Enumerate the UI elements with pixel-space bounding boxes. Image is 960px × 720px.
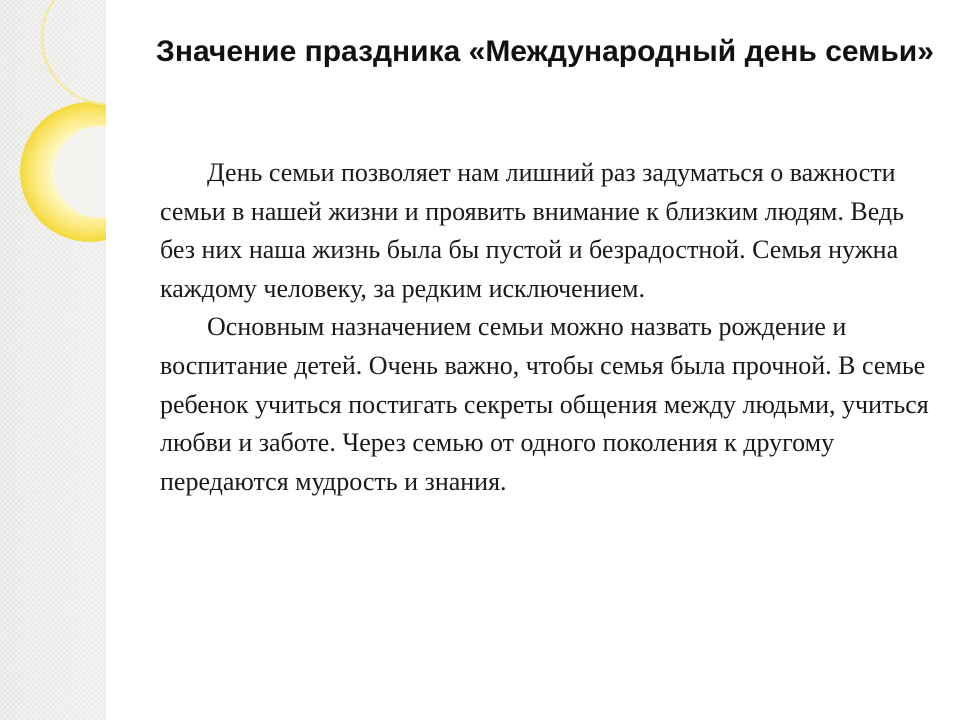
body-paragraph-2: Основным назначением семьи можно назвать рождение и воспитание детей. Очень важно, чтобы семья была прочной. В семье ребенок учиться постигать секреты общения между людьми, учиться любви и заботе. Через семью от одного поколения к другому передаются мудрость и знания.: [160, 312, 929, 496]
small-arc-shape: [38, 1, 95, 10]
strip-edge-cover: [106, 0, 130, 260]
slide-title: Значение праздника «Международный день семьи»: [156, 35, 934, 68]
decorative-rings-graphic: [0, 0, 130, 260]
slide-body: [160, 154, 935, 501]
body-paragraph-1: День семьи позволяет нам лишний раз задуматься о важности семьи в нашей жизни и проявить внимание к близким людям. Ведь без них наша жизнь была бы пустой и безрадостной. Семья нужна каждому человеку, за редким исключением.: [160, 158, 905, 303]
